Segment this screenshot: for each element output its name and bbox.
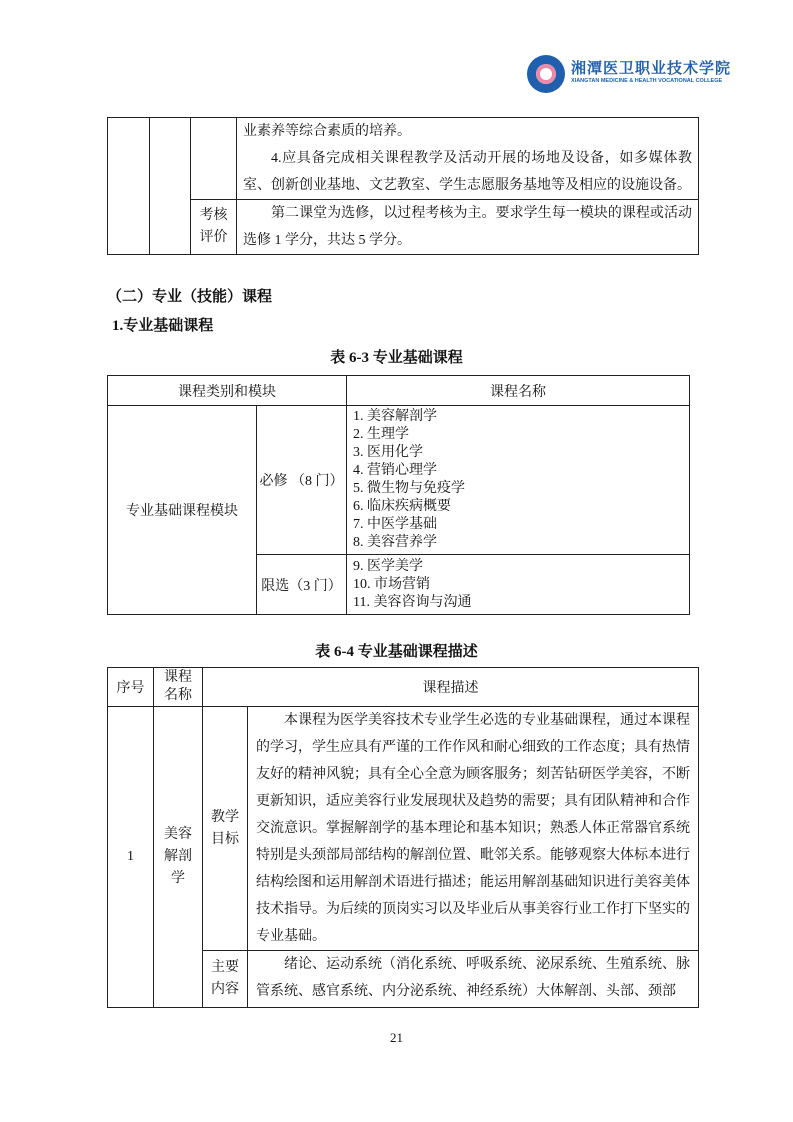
empty-cell — [191, 118, 237, 200]
empty-cell — [108, 118, 150, 255]
content-text: 绪论、运动系统（消化系统、呼吸系统、泌尿系统、生殖系统、脉管系统、感官系统、内分泌系统、神经系统）大体解剖、头部、颈部 — [248, 951, 699, 1008]
module-name: 专业基础课程模块 — [108, 406, 257, 615]
course-item: 3. 医用化学 — [353, 445, 423, 460]
course-item: 2. 生理学 — [353, 427, 409, 442]
header-course-name: 课程名称 — [154, 668, 203, 707]
header-no: 序号 — [108, 668, 154, 707]
table63 — [107, 375, 690, 615]
table64-title: 表 6-4 专业基础课程描述 — [315, 644, 478, 660]
assessment-text: 第二课堂为选修，以过程考核为主。要求学生每一模块的课程或活动选修 1 学分，共达 5 学分。 — [237, 200, 699, 255]
course-item: 10. 市场营销 — [353, 576, 430, 592]
row-no: 1 — [108, 707, 154, 1008]
required-label: 必修 （8 门） — [257, 406, 347, 555]
text-line: 4.应具备完成相关课程教学及活动开展的场地及设备，如多媒体教室、创新创业基地、文艺教室、学生志愿服务基地等及相应的设施设备。 — [243, 151, 692, 193]
course-item: 7. 中医学基础 — [353, 517, 437, 532]
course-item: 9. 医学美学 — [353, 558, 423, 574]
table63-title: 表 6-3 专业基础课程 — [330, 350, 463, 366]
college-logo — [527, 55, 732, 95]
course-item: 4. 营销心理学 — [353, 463, 437, 478]
course-item: 5. 微生物与免疫学 — [353, 481, 465, 496]
assessment-label: 考核评价 — [191, 200, 237, 255]
text-line: 业素养等综合素质的培养。 — [243, 124, 411, 139]
row-course-name: 美容解剖学 — [154, 707, 203, 1008]
empty-cell — [150, 118, 191, 255]
elective-course-list — [347, 555, 690, 615]
course-item: 6. 临床疾病概要 — [353, 499, 451, 514]
course-item: 11. 美容咨询与沟通 — [353, 594, 472, 610]
page-number: 21 — [390, 1030, 403, 1045]
required-course-list — [347, 406, 690, 555]
facilities-text — [237, 118, 699, 200]
college-emblem-icon — [527, 55, 565, 93]
course-item: 1. 美容解剖学 — [353, 409, 437, 424]
section-heading: （二）专业（技能）课程 — [107, 289, 273, 305]
logo-cn-text: 湘潭医卫职业技术学院 — [571, 61, 732, 77]
content-label: 主要内容 — [203, 951, 248, 1008]
goal-text: 本课程为医学美容技术专业学生必选的专业基础课程，通过本课程的学习，学生应具有严谨的工作作风和耐心细致的工作态度；具有热情友好的精神风貌；具有全心全意为顾客服务；刻苦钻研医学美容，不断更新知识，适应美容行业发展现状及趋势的需要；具有团队精神和合作交流意识。掌握解剖学的基本理论和基本知识；熟悉人体正常器官系统特别是头颈部局部结构的解剖位置、毗邻关系。能够观察大体标本进行结构绘图和运用解剖术语进行描述；能运用解剖基础知识进行美容美体技术指导。为后续的顶岗实习以及毕业后从事美容行业工作打下坚实的专业基础。 — [248, 707, 699, 951]
table64 — [107, 667, 699, 1008]
header-desc: 课程描述 — [203, 668, 699, 707]
sub-heading: 1.专业基础课程 — [112, 318, 214, 334]
header-category: 课程类别和模块 — [108, 376, 347, 406]
logo-en-text: XIANGTAN MEDICINE & HEALTH VOCATIONAL COLLEGE — [571, 78, 723, 84]
top-table-continued — [107, 117, 699, 255]
elective-label: 限选（3 门） — [257, 555, 347, 615]
goal-label: 教学目标 — [203, 707, 248, 951]
header-course-name: 课程名称 — [347, 376, 690, 406]
course-item: 8. 美容营养学 — [353, 535, 437, 550]
